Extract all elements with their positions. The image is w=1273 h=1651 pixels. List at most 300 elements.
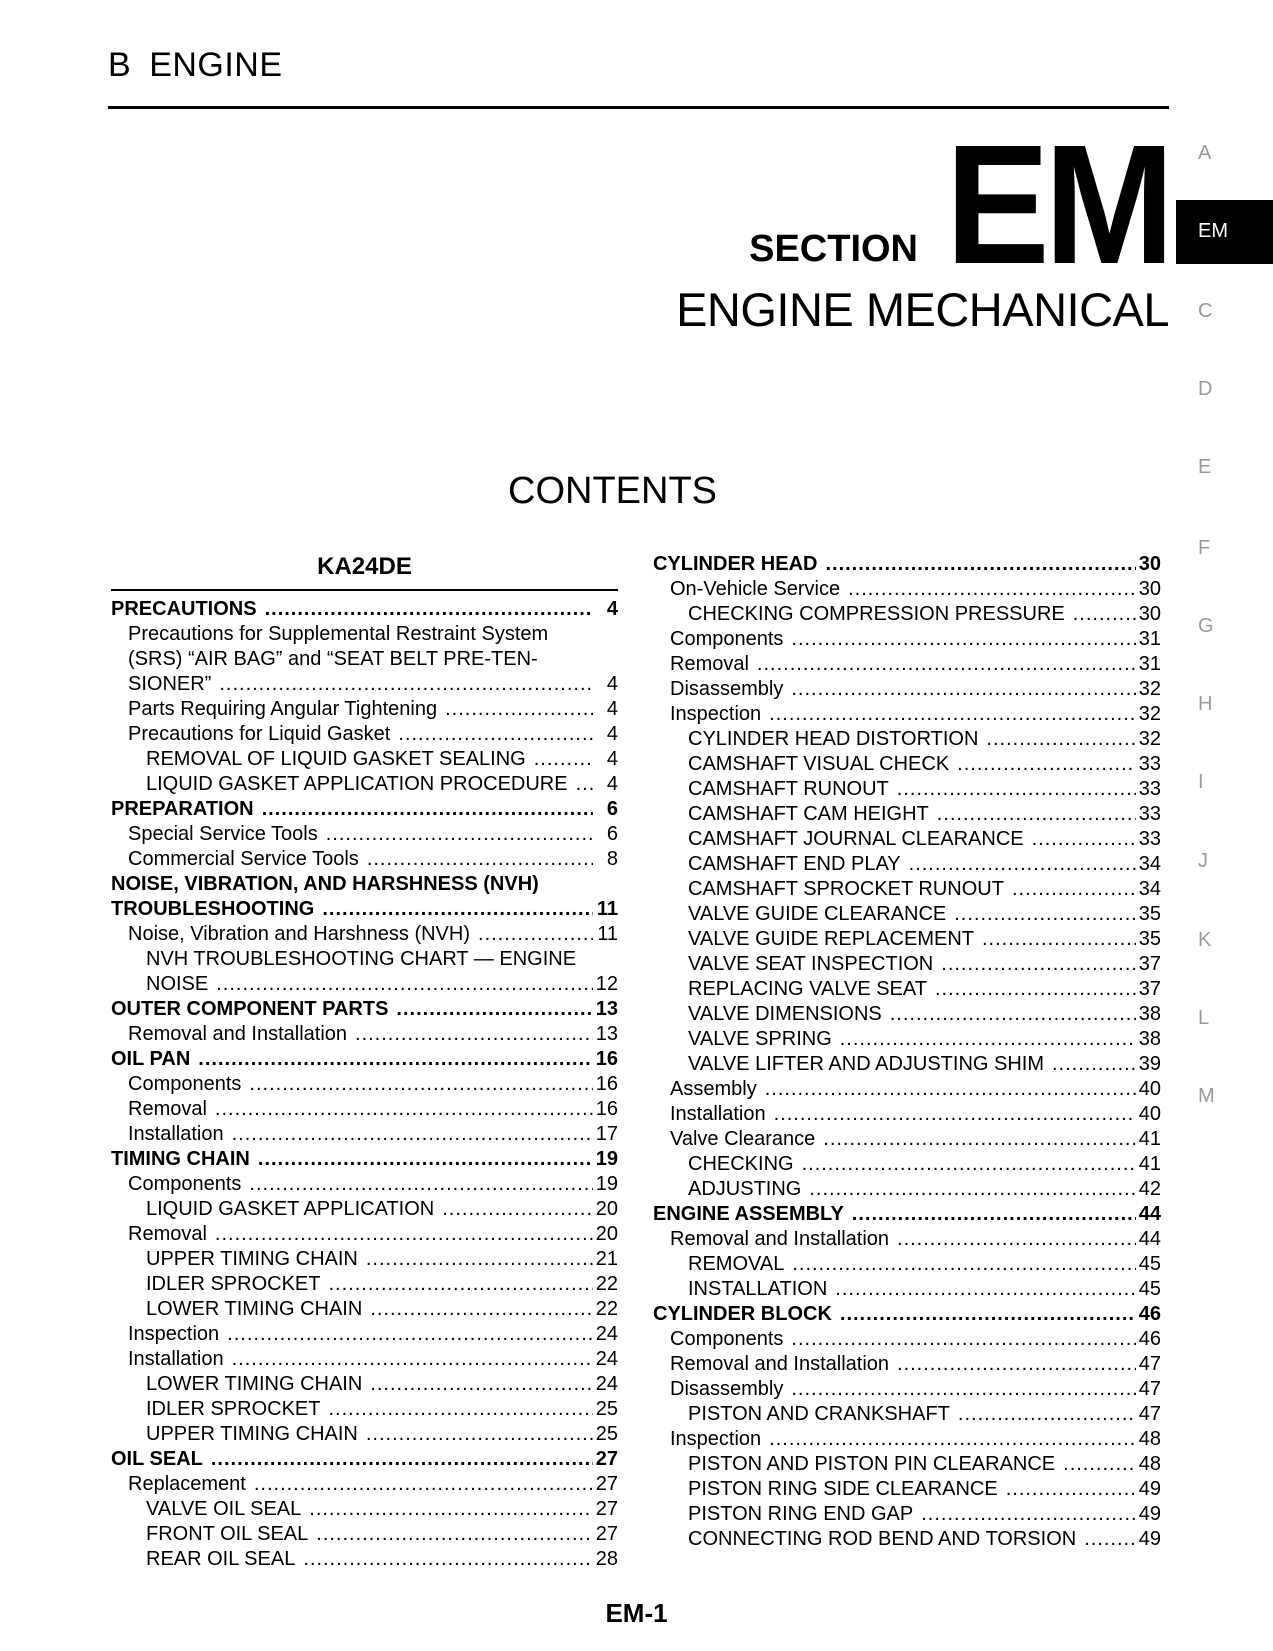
toc-entry[interactable] xyxy=(653,902,1161,927)
toc-entry[interactable] xyxy=(111,1297,618,1322)
toc-entry[interactable] xyxy=(653,1127,1161,1152)
toc-entry[interactable] xyxy=(111,1347,618,1372)
toc-entry-text: REAR OIL SEAL xyxy=(146,1548,296,1570)
toc-entry[interactable] xyxy=(653,1177,1161,1202)
toc-entry-text: OIL PAN xyxy=(111,1048,191,1070)
toc-chapter-entry[interactable] xyxy=(111,897,618,922)
toc-page-number: 16 xyxy=(595,1073,618,1095)
toc-entry[interactable] xyxy=(111,1022,618,1047)
toc-entry-text: VALVE OIL SEAL xyxy=(146,1498,302,1520)
toc-entry[interactable] xyxy=(653,727,1161,752)
toc-entry[interactable] xyxy=(111,1172,618,1197)
toc-entry[interactable] xyxy=(653,677,1161,702)
toc-page-number: 27 xyxy=(595,1448,618,1470)
section-tab-j[interactable]: J xyxy=(1198,850,1208,872)
toc-page-number: 49 xyxy=(1138,1528,1161,1550)
toc-entry-text: Components xyxy=(670,1328,784,1350)
section-tab-g[interactable]: G xyxy=(1198,615,1214,637)
toc-page-number: 19 xyxy=(595,1148,618,1170)
toc-entry-text: Commercial Service Tools xyxy=(128,848,359,870)
dot-leader xyxy=(367,847,593,872)
toc-page-number: 20 xyxy=(595,1223,618,1245)
toc-entry[interactable] xyxy=(653,1402,1161,1427)
toc-entry[interactable] xyxy=(111,697,618,722)
toc-entry-text: VALVE LIFTER AND ADJUSTING SHIM xyxy=(688,1053,1044,1075)
toc-entry-text: Removal and Installation xyxy=(670,1228,890,1250)
dot-leader xyxy=(848,577,1136,602)
toc-page-number: 28 xyxy=(595,1548,618,1570)
toc-entry[interactable] xyxy=(653,977,1161,1002)
toc-entry[interactable] xyxy=(653,1052,1161,1077)
toc-entry-text: Components xyxy=(128,1173,242,1195)
toc-right-column xyxy=(653,552,1161,1552)
dot-leader xyxy=(954,902,1136,927)
toc-entry[interactable] xyxy=(111,1197,618,1222)
toc-page-number: 22 xyxy=(595,1298,618,1320)
toc-entry-text: CHECKING xyxy=(688,1153,794,1175)
toc-entry-text: Inspection xyxy=(670,1428,762,1450)
dot-leader xyxy=(232,1347,593,1372)
toc-entry-text: IDLER SPROCKET xyxy=(146,1273,321,1295)
dot-leader xyxy=(757,652,1136,677)
toc-entry-text: UPPER TIMING CHAIN xyxy=(146,1248,358,1270)
toc-entry[interactable] xyxy=(111,1072,618,1097)
dot-leader xyxy=(328,1397,592,1422)
toc-entry[interactable] xyxy=(653,927,1161,952)
dot-leader xyxy=(957,752,1136,777)
toc-entry[interactable] xyxy=(111,1522,618,1547)
section-title: ENGINE MECHANICAL xyxy=(676,283,1169,336)
toc-entry-text: CHECKING COMPRESSION PRESSURE xyxy=(688,603,1065,625)
toc-page-number: 47 xyxy=(1138,1403,1161,1425)
dot-leader xyxy=(232,1122,593,1147)
dot-leader xyxy=(1052,1052,1136,1077)
toc-entry-text: CYLINDER HEAD xyxy=(653,553,818,575)
dot-leader xyxy=(1006,1477,1136,1502)
group-title: ENGINE xyxy=(149,46,283,84)
toc-entry-text: Assembly xyxy=(670,1078,757,1100)
toc-entry-text: Inspection xyxy=(128,1323,220,1345)
dot-leader xyxy=(958,1402,1136,1427)
toc-entry-text: Precautions for Liquid Gasket xyxy=(128,723,391,745)
toc-page-number: 31 xyxy=(1138,653,1161,675)
dot-leader xyxy=(370,1372,592,1397)
toc-page-number: 42 xyxy=(1138,1178,1161,1200)
dot-leader xyxy=(765,1077,1136,1102)
toc-entry[interactable] xyxy=(111,1547,618,1572)
toc-page-number: 37 xyxy=(1138,978,1161,1000)
dot-leader xyxy=(897,1227,1136,1252)
toc-entry-text: Installation xyxy=(670,1103,766,1125)
dot-leader xyxy=(227,1322,593,1347)
toc-chapter-entry[interactable] xyxy=(653,1202,1161,1227)
section-tab-d[interactable]: D xyxy=(1198,378,1213,400)
toc-entry-text: Parts Requiring Angular Tightening xyxy=(128,698,438,720)
toc-chapter-entry[interactable] xyxy=(111,797,618,822)
toc-page-number: 4 xyxy=(606,723,618,745)
toc-entry[interactable] xyxy=(111,747,618,772)
toc-entry-text: INSTALLATION xyxy=(688,1278,828,1300)
toc-page-number: 41 xyxy=(1138,1128,1161,1150)
toc-chapter-entry[interactable] xyxy=(111,1047,618,1072)
dot-leader xyxy=(249,1072,592,1097)
dot-leader xyxy=(941,952,1135,977)
section-tab-l[interactable]: L xyxy=(1198,1007,1210,1029)
toc-entry-text: Special Service Tools xyxy=(128,823,318,845)
toc-entry-text: PRECAUTIONS xyxy=(111,598,257,620)
toc-entry[interactable] xyxy=(653,1152,1161,1177)
toc-entry-text: Noise, Vibration and Harshness (NVH) xyxy=(128,923,471,945)
toc-entry-text: Components xyxy=(128,1073,242,1095)
toc-page-number: 35 xyxy=(1138,903,1161,925)
toc-entry[interactable] xyxy=(653,577,1161,602)
toc-entry-text: CONNECTING ROD BEND AND TORSION xyxy=(688,1528,1077,1550)
toc-list xyxy=(653,552,1161,1552)
toc-page-number: 30 xyxy=(1138,603,1161,625)
toc-entry-text: REMOVAL xyxy=(688,1253,785,1275)
toc-page-number: 22 xyxy=(595,1273,618,1295)
toc-list xyxy=(111,597,618,1572)
toc-page-number: 11 xyxy=(597,923,618,945)
toc-entry-text: Removal and Installation xyxy=(128,1023,348,1045)
toc-page-number: 12 xyxy=(595,973,618,995)
toc-entry[interactable] xyxy=(653,852,1161,877)
toc-page-number: 25 xyxy=(595,1398,618,1420)
toc-entry-text: LOWER TIMING CHAIN xyxy=(146,1298,363,1320)
toc-entry-text: OIL SEAL xyxy=(111,1448,203,1470)
section-tab-f[interactable]: F xyxy=(1198,537,1211,559)
toc-entry[interactable] xyxy=(111,1222,618,1247)
toc-entry[interactable] xyxy=(111,1497,618,1522)
toc-page-number: 48 xyxy=(1138,1453,1161,1475)
toc-entry[interactable] xyxy=(653,1477,1161,1502)
toc-entry-text: VALVE DIMENSIONS xyxy=(688,1003,882,1025)
section-tab-a[interactable]: A xyxy=(1198,142,1212,164)
toc-entry[interactable] xyxy=(111,672,618,697)
toc-entry[interactable] xyxy=(111,1272,618,1297)
toc-page-number: 45 xyxy=(1138,1278,1161,1300)
toc-entry-text: CAMSHAFT END PLAY xyxy=(688,853,901,875)
toc-entry[interactable] xyxy=(653,752,1161,777)
dot-leader xyxy=(316,1522,592,1547)
toc-page-number: 41 xyxy=(1138,1153,1161,1175)
toc-entry[interactable] xyxy=(653,1452,1161,1477)
toc-entry-text: PISTON AND PISTON PIN CLEARANCE xyxy=(688,1453,1056,1475)
toc-entry-text: (SRS) “AIR BAG” and “SEAT BELT PRE-TEN- xyxy=(128,648,538,670)
toc-entry-text: Replacement xyxy=(128,1473,246,1495)
dot-leader xyxy=(309,1497,592,1522)
toc-entry-text: PISTON AND CRANKSHAFT xyxy=(688,1403,950,1425)
toc-entry-text: OUTER COMPONENT PARTS xyxy=(111,998,389,1020)
toc-entry-text: REPLACING VALVE SEAT xyxy=(688,978,927,1000)
toc-page-number: 38 xyxy=(1138,1003,1161,1025)
dot-leader xyxy=(254,1472,593,1497)
toc-entry[interactable] xyxy=(653,952,1161,977)
toc-entry[interactable] xyxy=(653,702,1161,727)
dot-leader xyxy=(478,922,593,947)
dot-leader xyxy=(986,727,1135,752)
dot-leader xyxy=(215,1222,593,1247)
section-tab-em[interactable]: EM xyxy=(1176,200,1273,264)
dot-leader xyxy=(211,1447,593,1472)
toc-page-number: 20 xyxy=(595,1198,618,1220)
toc-page-number: 49 xyxy=(1138,1478,1161,1500)
toc-page-number: 4 xyxy=(606,673,618,695)
toc-entry-text: CAMSHAFT JOURNAL CLEARANCE xyxy=(688,828,1024,850)
toc-page-number: 27 xyxy=(595,1523,618,1545)
dot-leader xyxy=(1032,827,1136,852)
dot-leader xyxy=(370,1297,592,1322)
toc-entry[interactable] xyxy=(653,1277,1161,1302)
dot-leader xyxy=(576,772,593,797)
contents-title: CONTENTS xyxy=(508,470,717,512)
toc-entry-text: Disassembly xyxy=(670,678,784,700)
toc-page-number: 33 xyxy=(1138,828,1161,850)
section-tab-m[interactable]: M xyxy=(1198,1085,1215,1107)
toc-entry[interactable] xyxy=(653,802,1161,827)
toc-entry[interactable] xyxy=(653,1027,1161,1052)
toc-entry[interactable] xyxy=(653,1252,1161,1277)
toc-entry-text: PISTON RING END GAP xyxy=(688,1503,914,1525)
dot-leader xyxy=(791,627,1135,652)
toc-entry-text: SIONER” xyxy=(128,673,212,695)
toc-entry[interactable] xyxy=(653,877,1161,902)
toc-entry[interactable] xyxy=(653,1227,1161,1252)
toc-entry-text: Removal xyxy=(128,1223,207,1245)
toc-entry[interactable] xyxy=(111,972,618,997)
toc-page-number: 37 xyxy=(1138,953,1161,975)
toc-entry-text: VALVE SEAT INSPECTION xyxy=(688,953,934,975)
dot-leader xyxy=(791,1377,1135,1402)
toc-page-number: 4 xyxy=(606,698,618,720)
toc-entry-text: LIQUID GASKET APPLICATION xyxy=(146,1198,435,1220)
toc-page-number: 24 xyxy=(595,1323,618,1345)
toc-entry[interactable] xyxy=(111,1372,618,1397)
section-tab-i[interactable]: I xyxy=(1198,771,1204,793)
toc-page-number: 11 xyxy=(596,898,618,920)
dot-leader xyxy=(366,1247,593,1272)
toc-entry[interactable] xyxy=(653,1527,1161,1552)
toc-entry[interactable] xyxy=(111,847,618,872)
dot-leader xyxy=(769,702,1136,727)
toc-chapter-entry[interactable] xyxy=(111,1147,618,1172)
toc-entry[interactable] xyxy=(653,602,1161,627)
toc-entry-text: Precautions for Supplemental Restraint System xyxy=(128,623,549,645)
toc-entry-text: Disassembly xyxy=(670,1378,784,1400)
toc-entry-text: CAMSHAFT SPROCKET RUNOUT xyxy=(688,878,1004,900)
toc-entry-text: PISTON RING SIDE CLEARANCE xyxy=(688,1478,998,1500)
toc-entry-continued[interactable] xyxy=(111,647,618,672)
toc-page-number: 34 xyxy=(1138,878,1161,900)
section-tab-e[interactable]: E xyxy=(1198,456,1212,478)
toc-entry-text: CAMSHAFT VISUAL CHECK xyxy=(688,753,950,775)
toc-entry-continued[interactable] xyxy=(111,872,618,897)
dot-leader xyxy=(823,1127,1135,1152)
section-word: SECTION xyxy=(749,228,918,270)
toc-entry-text: Installation xyxy=(128,1348,224,1370)
toc-entry-text: Removal and Installation xyxy=(670,1353,890,1375)
toc-page-number: 4 xyxy=(606,598,618,620)
toc-page-number: 8 xyxy=(606,848,618,870)
dot-leader xyxy=(835,1277,1135,1302)
toc-chapter-entry[interactable] xyxy=(111,1447,618,1472)
toc-page-number: 13 xyxy=(595,998,618,1020)
dot-leader xyxy=(792,1252,1135,1277)
dot-leader xyxy=(1063,1452,1136,1477)
column-heading-rule xyxy=(111,589,618,591)
toc-entry[interactable] xyxy=(653,1102,1161,1127)
toc-page-number: 46 xyxy=(1138,1303,1161,1325)
toc-page-number: 44 xyxy=(1138,1228,1161,1250)
toc-entry-text: REMOVAL OF LIQUID GASKET SEALING xyxy=(146,748,526,770)
toc-entry-text: Installation xyxy=(128,1123,224,1145)
dot-leader xyxy=(897,777,1136,802)
toc-entry[interactable] xyxy=(653,1502,1161,1527)
dot-leader xyxy=(1012,877,1136,902)
toc-entry[interactable] xyxy=(653,1327,1161,1352)
toc-entry-text: FRONT OIL SEAL xyxy=(146,1523,309,1545)
toc-entry-text: CYLINDER HEAD DISTORTION xyxy=(688,728,979,750)
toc-page-number: 33 xyxy=(1138,753,1161,775)
toc-page-number: 45 xyxy=(1138,1253,1161,1275)
dot-leader xyxy=(909,852,1136,877)
toc-page-number: 33 xyxy=(1138,803,1161,825)
dot-leader xyxy=(774,1102,1136,1127)
toc-entry-text: CAMSHAFT RUNOUT xyxy=(688,778,889,800)
toc-entry-text: TIMING CHAIN xyxy=(111,1148,250,1170)
toc-page-number: 44 xyxy=(1138,1203,1161,1225)
dot-leader xyxy=(1084,1527,1136,1552)
toc-entry[interactable] xyxy=(111,1097,618,1122)
dot-leader xyxy=(791,1327,1135,1352)
toc-page-number: 27 xyxy=(595,1498,618,1520)
toc-entry-text: NVH TROUBLESHOOTING CHART — ENGINE xyxy=(146,948,577,970)
toc-chapter-entry[interactable] xyxy=(653,552,1161,577)
toc-page-number: 16 xyxy=(595,1098,618,1120)
toc-entry[interactable] xyxy=(653,1377,1161,1402)
toc-page-number: 48 xyxy=(1138,1428,1161,1450)
toc-entry-text: On-Vehicle Service xyxy=(670,578,841,600)
dot-leader xyxy=(326,822,593,847)
toc-entry-text: Components xyxy=(670,628,784,650)
toc-entry-text: NOISE xyxy=(146,973,209,995)
page-number: EM-1 xyxy=(605,1598,668,1628)
toc-entry[interactable] xyxy=(111,1472,618,1497)
toc-page-number: 40 xyxy=(1138,1078,1161,1100)
toc-page-number: 40 xyxy=(1138,1103,1161,1125)
dot-leader xyxy=(215,1097,593,1122)
toc-page-number: 21 xyxy=(595,1248,618,1270)
dot-leader xyxy=(825,552,1135,577)
dot-leader xyxy=(355,1022,593,1047)
toc-entry[interactable] xyxy=(111,772,618,797)
dot-leader xyxy=(1073,602,1136,627)
toc-chapter-entry[interactable] xyxy=(111,597,618,622)
toc-entry-text: CAMSHAFT CAM HEIGHT xyxy=(688,803,929,825)
dot-leader xyxy=(809,1177,1135,1202)
section-tab-c[interactable]: C xyxy=(1198,300,1213,322)
toc-page-number: 32 xyxy=(1138,728,1161,750)
toc-entry[interactable] xyxy=(111,922,618,947)
toc-entry[interactable] xyxy=(653,827,1161,852)
dot-leader xyxy=(840,1027,1136,1052)
toc-left-column xyxy=(111,553,618,1572)
manual-group-header xyxy=(108,46,283,85)
toc-entry[interactable] xyxy=(111,1397,618,1422)
toc-page-number: 6 xyxy=(606,823,618,845)
toc-entry[interactable] xyxy=(653,627,1161,652)
header-rule xyxy=(108,106,1169,109)
toc-page-number: 13 xyxy=(595,1023,618,1045)
dot-leader xyxy=(791,677,1135,702)
dot-leader xyxy=(322,897,593,922)
dot-leader xyxy=(249,1172,592,1197)
toc-page-number: 27 xyxy=(595,1473,618,1495)
dot-leader xyxy=(328,1272,592,1297)
dot-leader xyxy=(262,797,593,822)
toc-entry[interactable] xyxy=(111,1247,618,1272)
toc-entry[interactable] xyxy=(653,1352,1161,1377)
group-letter: B xyxy=(108,46,132,84)
toc-page-number: 34 xyxy=(1138,853,1161,875)
toc-entry-continued[interactable] xyxy=(111,622,618,647)
toc-entry[interactable] xyxy=(653,1427,1161,1452)
toc-page-number: 24 xyxy=(595,1373,618,1395)
dot-leader xyxy=(366,1422,593,1447)
toc-entry[interactable] xyxy=(653,652,1161,677)
toc-page-number: 19 xyxy=(595,1173,618,1195)
toc-page-number: 30 xyxy=(1138,553,1161,575)
dot-leader xyxy=(935,977,1136,1002)
toc-entry-text: Valve Clearance xyxy=(670,1128,816,1150)
dot-leader xyxy=(198,1047,592,1072)
toc-page-number: 47 xyxy=(1138,1353,1161,1375)
dot-leader xyxy=(937,802,1136,827)
section-code: EM xyxy=(945,110,1169,300)
dot-leader xyxy=(258,1147,593,1172)
toc-entry[interactable] xyxy=(111,1122,618,1147)
toc-page-number: 35 xyxy=(1138,928,1161,950)
dot-leader xyxy=(769,1427,1136,1452)
section-tab-k[interactable]: K xyxy=(1198,929,1212,951)
dot-leader xyxy=(396,997,592,1022)
toc-entry[interactable] xyxy=(653,1077,1161,1102)
toc-chapter-entry[interactable] xyxy=(653,1302,1161,1327)
toc-page-number: 31 xyxy=(1138,628,1161,650)
toc-entry[interactable] xyxy=(111,1322,618,1347)
toc-page-number: 49 xyxy=(1138,1503,1161,1525)
toc-entry[interactable] xyxy=(111,722,618,747)
dot-leader xyxy=(219,672,593,697)
toc-entry[interactable] xyxy=(111,1422,618,1447)
toc-chapter-entry[interactable] xyxy=(111,997,618,1022)
toc-entry-continued[interactable] xyxy=(111,947,618,972)
toc-entry-text: Removal xyxy=(128,1098,207,1120)
toc-entry-text: TROUBLESHOOTING xyxy=(111,898,315,920)
toc-entry[interactable] xyxy=(111,822,618,847)
section-tab-h[interactable]: H xyxy=(1198,693,1213,715)
toc-page-number: 24 xyxy=(595,1348,618,1370)
toc-page-number: 47 xyxy=(1138,1378,1161,1400)
toc-entry-text: CYLINDER BLOCK xyxy=(653,1303,832,1325)
toc-entry-text: LOWER TIMING CHAIN xyxy=(146,1373,363,1395)
toc-entry-text: VALVE SPRING xyxy=(688,1028,832,1050)
toc-entry[interactable] xyxy=(653,777,1161,802)
toc-entry-text: ENGINE ASSEMBLY xyxy=(653,1203,844,1225)
toc-entry[interactable] xyxy=(653,1002,1161,1027)
dot-leader xyxy=(303,1547,592,1572)
toc-page-number: 6 xyxy=(606,798,618,820)
